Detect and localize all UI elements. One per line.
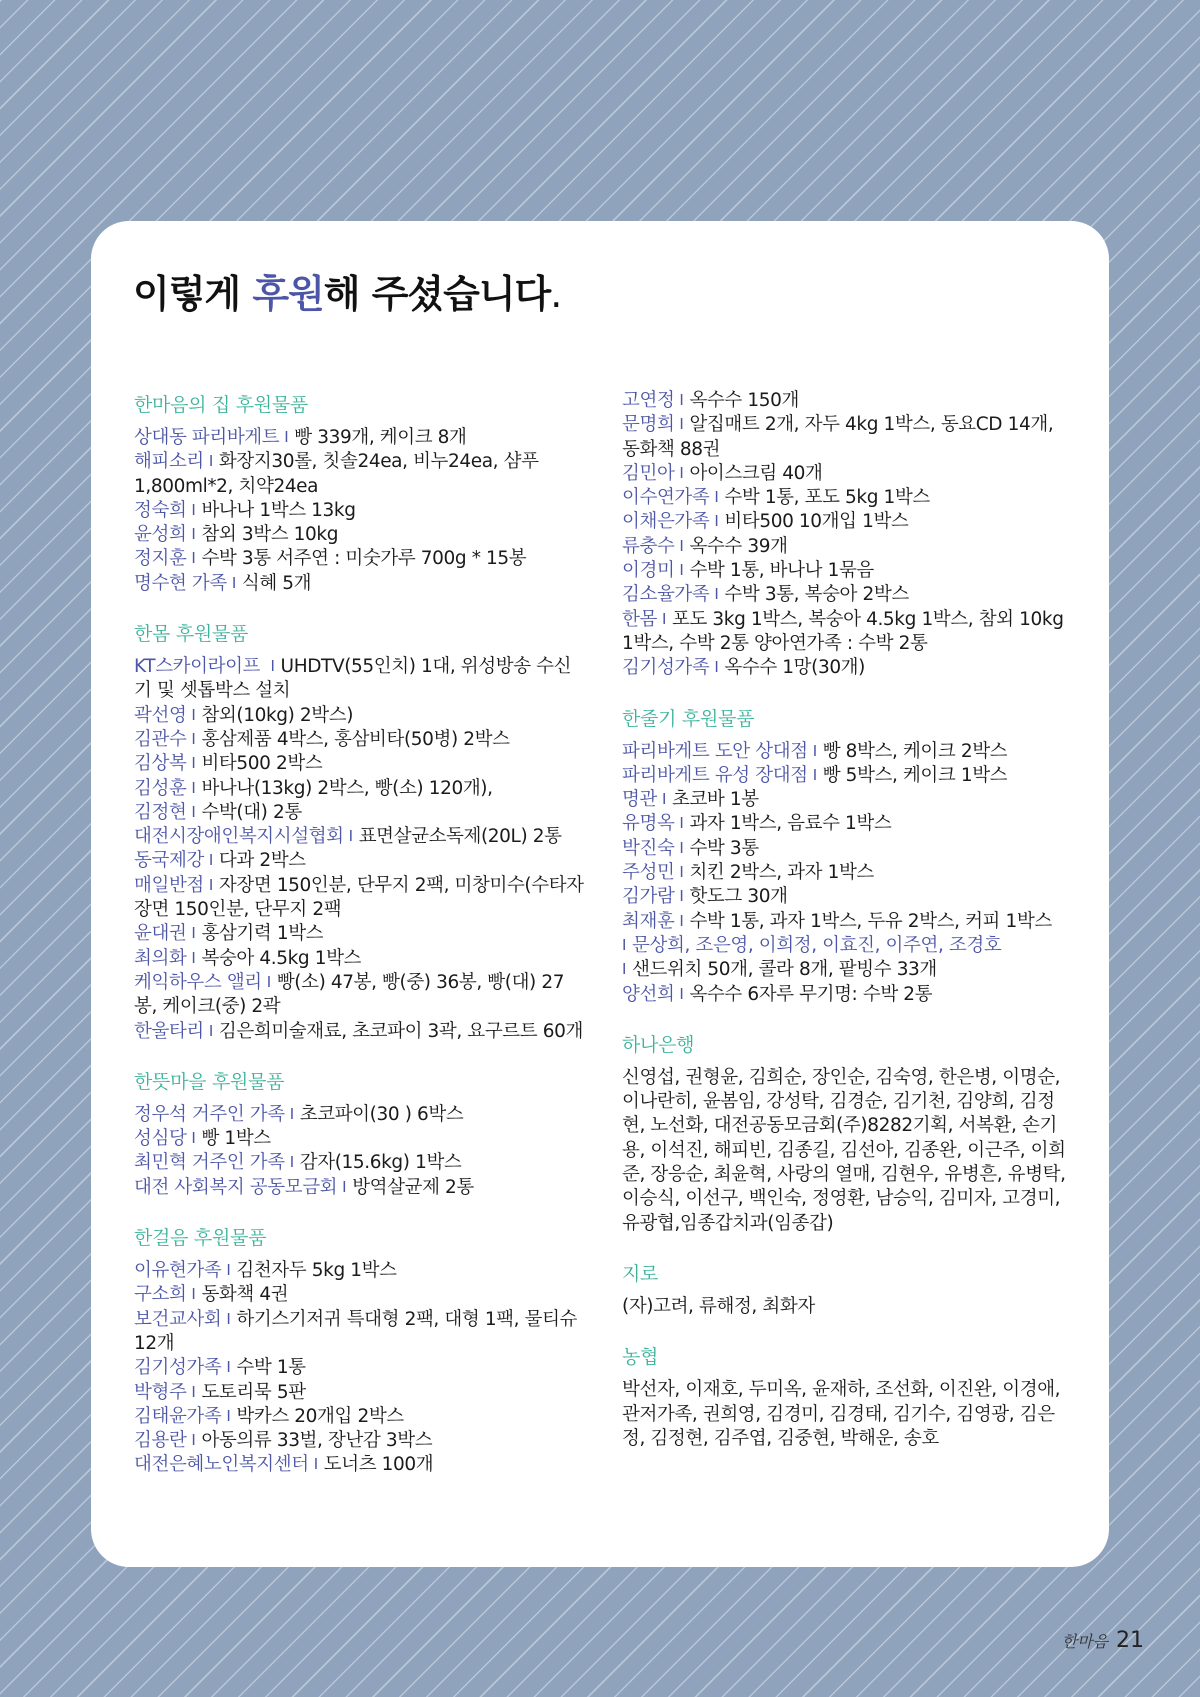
section-title: 한걸음 후원물품 — [134, 1227, 267, 1250]
donor-name: 이유현가족 — [134, 1260, 222, 1282]
donor-entry — [622, 837, 1074, 861]
donor-entry — [134, 825, 586, 849]
donor-items: 빵 339개, 케이크 8개 — [294, 427, 467, 448]
separator-bar: I — [191, 1129, 196, 1148]
donor-items: 하기스기저귀 특대형 2팩, 대형 1팩, 물티슈 12개 — [134, 1308, 578, 1354]
donor-name: 이경미 — [622, 560, 675, 582]
donor-name: 매일반점 — [134, 874, 204, 896]
separator-bar: I — [348, 827, 353, 846]
donor-name: 이수연가족 — [622, 487, 710, 509]
separator-bar: I — [679, 887, 684, 906]
donor-name: 대전 사회복지 공동모금회 — [134, 1176, 338, 1198]
donor-name: 윤성희 — [134, 524, 187, 546]
donor-name: 김정현 — [134, 801, 187, 823]
donor-name: 이채은가족 — [622, 511, 710, 533]
donor-items: 복숭아 4.5kg 1박스 — [201, 947, 362, 969]
separator-bar: I — [191, 525, 196, 544]
donor-entry — [134, 1356, 586, 1380]
donor-entry — [134, 704, 586, 728]
donor-entry — [622, 583, 1074, 607]
donor-entry — [622, 910, 1074, 934]
donor-items: 참외 3박스 10kg — [201, 524, 339, 546]
donor-entry — [622, 559, 1074, 583]
separator-bar: I — [226, 1406, 231, 1425]
separator-bar: I — [679, 415, 684, 434]
donor-entry — [622, 510, 1074, 534]
donor-items: 방역살균제 2통 — [352, 1176, 474, 1198]
donor-items: 초코바 1봉 — [671, 789, 759, 811]
donor-list: 박선자, 이재호, 두미옥, 윤재하, 조선화, 이진완, 이경애, 관저가족, 권희영, 김경미, 김경태, 김기수, 김영광, 김은정, 김정현, 김주엽, 김중현, 박해운, 송호 — [622, 1379, 1061, 1449]
donor-entry — [134, 1103, 586, 1127]
donor-name: 양선희 — [622, 983, 675, 1005]
separator-bar: I — [679, 863, 684, 882]
donor-name: 명관 — [622, 789, 657, 811]
donation-section — [134, 1068, 586, 1200]
section-title: 하나은행 — [622, 1033, 695, 1056]
section-continued — [622, 389, 1074, 681]
title-text-2: 해 주셨습니다 — [323, 272, 551, 316]
donor-name: 박형주 — [134, 1381, 187, 1403]
separator-bar: I — [191, 729, 196, 748]
title-highlight: 후원 — [252, 272, 324, 316]
donor-entry — [622, 812, 1074, 836]
separator-bar: I — [289, 1153, 294, 1172]
donor-entry — [134, 1020, 586, 1044]
donor-entry — [134, 499, 586, 523]
donor-entry — [622, 608, 1074, 657]
donor-name: 주성민 — [622, 862, 675, 884]
donor-entry — [134, 752, 586, 776]
donor-items: 수박 1통, 포도 5kg 1박스 — [724, 487, 930, 509]
donor-entry — [134, 874, 586, 923]
hanjulgi-entries — [622, 740, 1074, 934]
donor-items: 수박 1통, 과자 1박스, 두유 2박스, 커피 1박스 — [689, 910, 1052, 932]
separator-bar: I — [191, 1285, 196, 1304]
donor-items: 도토리묵 5판 — [201, 1381, 306, 1403]
donor-items: 바나나(13kg) 2박스, 빵(소) 120개), — [201, 777, 493, 799]
donor-name: KT스카이라이프 — [134, 656, 266, 678]
separator-bar: I — [679, 463, 684, 482]
donor-items: 옥수수 150개 — [689, 390, 799, 411]
donor-items: 치킨 2박스, 과자 1박스 — [689, 862, 874, 884]
donor-entry — [622, 983, 1074, 1007]
donor-items: 핫도그 30개 — [689, 886, 788, 908]
donor-name: 구소희 — [134, 1284, 187, 1306]
donor-name: 한몸 — [622, 608, 657, 630]
donor-items: 수박 3통, 복숭아 2박스 — [724, 584, 909, 606]
magazine-logo: 한마음 — [1061, 1632, 1108, 1651]
donor-items: 표면살균소독제(20L) 2통 — [358, 826, 562, 848]
section-title: 농협 — [622, 1346, 659, 1369]
donor-entry — [134, 547, 586, 571]
separator-bar: I — [661, 790, 666, 809]
donor-name: 김관수 — [134, 728, 187, 750]
donor-entry — [622, 861, 1074, 885]
section-title: 한마음의 집 후원물품 — [134, 394, 308, 416]
content-card — [91, 221, 1109, 1567]
separator-bar: I — [714, 585, 719, 604]
donor-name: 성심당 — [134, 1128, 187, 1150]
donor-entry — [622, 535, 1074, 559]
donor-entry — [622, 885, 1074, 909]
donor-items: 김은희미술재료, 초코파이 3곽, 요구르트 60개 — [218, 1020, 583, 1042]
donor-name: 최의화 — [134, 947, 187, 969]
donor-items: 과자 1박스, 음료수 1박스 — [689, 813, 892, 835]
page-footer — [1062, 1628, 1144, 1653]
separator-bar: I — [714, 658, 719, 677]
separator-bar: I — [661, 609, 666, 628]
separator-bar: I — [191, 1382, 196, 1401]
separator-bar: I — [191, 948, 196, 967]
separator-bar: I — [191, 549, 196, 568]
left-column — [134, 391, 586, 1502]
donor-name: 대전시장애인복지시설협회 — [134, 826, 344, 848]
donor-items: 빵(소) 47봉, 빵(중) 36봉, 빵(대) 27봉, 케이크(중) 2곽 — [134, 971, 565, 1018]
donor-name: 류충수 — [622, 535, 675, 557]
donor-name: 김태윤가족 — [134, 1405, 222, 1427]
separator-bar: I — [208, 452, 213, 471]
donor-items: 김천자두 5kg 1박스 — [236, 1260, 397, 1282]
donor-name: 파리바게트 도안 상대점 — [622, 740, 808, 762]
donor-entry — [622, 764, 1074, 788]
donor-items: 바나나 1박스 13kg — [201, 499, 356, 521]
donor-items: 수박(대) 2통 — [201, 801, 302, 823]
donor-entry — [622, 740, 1074, 764]
donor-entry — [134, 971, 586, 1020]
donor-name: 박진숙 — [622, 837, 675, 859]
donor-items: 수박 1통, 바나나 1묶음 — [689, 560, 874, 582]
separator-bar: I — [226, 1358, 231, 1377]
separator-bar: I — [679, 838, 684, 857]
donor-items: 홍삼제품 4박스, 홍삼비타(50병) 2박스 — [201, 728, 510, 750]
donor-entry-group — [622, 934, 1074, 983]
section-title: 지로 — [622, 1262, 659, 1285]
donor-items: 아이스크림 40개 — [689, 462, 823, 484]
separator-bar: I — [622, 960, 627, 979]
donation-section — [134, 620, 586, 1044]
page-number: 21 — [1116, 1628, 1144, 1653]
donor-items: 박카스 20개입 2박스 — [236, 1405, 404, 1427]
donor-name: 최민혁 거주인 가족 — [134, 1152, 285, 1174]
donor-list: 신영섭, 권형윤, 김희순, 장인순, 김숙영, 한은병, 이명순, 이나란히, 윤봄임, 강성탁, 김경순, 김기천, 김양희, 김정현, 노선화, 대전공동모금회(주)8282기획, 서복환, 손기용, 이석진, 해피빈, 김종길, 김선아, 김종완, 이근주, 이희준, 장응순, 최윤혁, 사랑의 열매, 김현우, 유병흔, 유병탁, 이승식, 이선구, 백인숙, 정영환, 남승익, 김미자, 고경미, 유광협,임종갑치과(임종갑) — [622, 1066, 1066, 1234]
donor-entry — [622, 486, 1074, 510]
donor-entry — [134, 728, 586, 752]
separator-bar: I — [284, 428, 289, 446]
donor-items: 수박 3통 — [689, 837, 759, 859]
donor-entry — [134, 1381, 586, 1405]
donor-entry — [134, 922, 586, 946]
donor-entry — [134, 1127, 586, 1151]
donor-items: 홍삼기력 1박스 — [201, 923, 324, 945]
donor-entry — [134, 947, 586, 971]
section-hana — [622, 1031, 1074, 1236]
donor-name: 한울타리 — [134, 1020, 204, 1042]
donor-entry — [134, 1151, 586, 1175]
separator-bar: I — [191, 802, 196, 821]
section-title: 한뜻마을 후원물품 — [134, 1070, 285, 1093]
donor-entry — [622, 389, 1074, 413]
separator-bar: I — [191, 500, 196, 519]
separator-bar: I — [342, 1177, 347, 1196]
donor-items: 식혜 5개 — [241, 572, 312, 594]
section-hanjulgi — [622, 705, 1074, 1007]
donor-name: 곽선영 — [134, 704, 187, 726]
separator-bar: I — [679, 984, 684, 1003]
separator-bar: I — [226, 1309, 231, 1328]
separator-bar: I — [266, 972, 271, 991]
donor-name: 명수현 가족 — [134, 572, 227, 594]
donor-name: 김기성가족 — [622, 657, 710, 679]
donor-items: 빵 1박스 — [201, 1128, 271, 1150]
donor-items: 옥수수 1망(30개) — [724, 657, 865, 679]
donor-name: 파리바게트 유성 장대점 — [622, 764, 808, 786]
donor-name: 문명희 — [622, 414, 675, 436]
donation-section — [134, 391, 586, 596]
separator-bar: I — [191, 754, 196, 773]
separator-bar: I — [679, 536, 684, 555]
separator-bar: I — [270, 657, 275, 676]
donor-entry — [134, 523, 586, 547]
separator-bar: I — [812, 741, 817, 760]
donor-items: 참외(10kg) 2박스) — [201, 704, 354, 726]
donor-name: 김소율가족 — [622, 584, 710, 606]
donation-section — [134, 1224, 586, 1478]
separator-bar: I — [191, 705, 196, 724]
donor-group-items: 샌드위치 50개, 콜라 8개, 팥빙수 33개 — [632, 959, 937, 981]
donor-entry — [134, 1283, 586, 1307]
donor-entry — [134, 1405, 586, 1429]
donor-name: 최재훈 — [622, 910, 675, 932]
donor-items: 비타500 10개입 1박스 — [724, 511, 909, 533]
donor-group-names: 문상희, 조은영, 이희정, 이효진, 이주연, 조경호 — [632, 934, 1002, 956]
donor-name: 정우석 거주인 가족 — [134, 1103, 285, 1125]
donor-name: 정숙희 — [134, 499, 187, 521]
donor-items: 포도 3kg 1박스, 복숭아 4.5kg 1박스, 참외 10kg 1박스, 수박 2통 양아연가족 : 수박 2통 — [622, 608, 1064, 654]
right-column — [622, 389, 1074, 1475]
separator-bar: I — [679, 391, 684, 409]
separator-bar: I — [313, 1455, 318, 1474]
donor-name: 김용란 — [134, 1430, 187, 1452]
section-nonghyup — [622, 1343, 1074, 1451]
donor-name: 정지훈 — [134, 548, 187, 570]
donor-items: 수박 3통 서주연 : 미숫가루 700g * 15봉 — [201, 548, 527, 570]
separator-bar: I — [191, 924, 196, 943]
donor-name: 동국제강 — [134, 850, 204, 872]
donor-entry — [134, 1308, 586, 1357]
donor-entry — [622, 462, 1074, 486]
donor-entry — [622, 413, 1074, 462]
separator-bar: I — [289, 1104, 294, 1123]
donor-entry — [622, 656, 1074, 680]
donor-items: 아동의류 33벌, 장난감 3박스 — [201, 1430, 433, 1452]
separator-bar: I — [191, 778, 196, 797]
separator-bar: I — [622, 935, 627, 954]
separator-bar: I — [714, 488, 719, 507]
donor-items: 알집매트 2개, 자두 4kg 1박스, 동요CD 14개, 동화책 88권 — [622, 414, 1054, 460]
donor-name: 보건교사회 — [134, 1308, 222, 1330]
donor-name: 대전은혜노인복지센터 — [134, 1454, 309, 1476]
donor-entry — [134, 849, 586, 873]
separator-bar: I — [714, 512, 719, 531]
donor-name: 유명옥 — [622, 813, 675, 835]
donor-name: 김가람 — [622, 886, 675, 908]
donor-items: 도너츠 100개 — [323, 1454, 434, 1476]
donor-name: 김민아 — [622, 462, 675, 484]
separator-bar: I — [231, 573, 236, 592]
donor-items: 옥수수 39개 — [689, 535, 788, 557]
donor-entry — [134, 450, 586, 499]
donor-entry — [134, 1453, 586, 1477]
donor-name: 김기성가족 — [134, 1357, 222, 1379]
separator-bar: I — [679, 911, 684, 930]
separator-bar: I — [679, 561, 684, 580]
donor-entry — [134, 1259, 586, 1283]
donor-entry — [134, 572, 586, 596]
page-title — [133, 263, 561, 318]
donor-items: 동화책 4권 — [201, 1284, 289, 1306]
donor-items: 감자(15.6kg) 1박스 — [299, 1152, 462, 1174]
donor-items: 빵 8박스, 케이크 2박스 — [822, 740, 1008, 762]
donor-items: 옥수수 6자루 무기명: 수박 2통 — [689, 983, 933, 1005]
donor-entry — [134, 426, 586, 450]
separator-bar: I — [208, 1021, 213, 1040]
donor-name: 김성훈 — [134, 777, 187, 799]
section-jiro — [622, 1260, 1074, 1319]
donor-items: 수박 1통 — [236, 1357, 306, 1379]
separator-bar: I — [812, 765, 817, 784]
section-title: 한줄기 후원물품 — [622, 707, 755, 730]
section-title: 한몸 후원물품 — [134, 623, 249, 646]
donor-items: 빵 5박스, 케이크 1박스 — [822, 764, 1008, 786]
separator-bar: I — [679, 814, 684, 833]
donor-items: 비타500 2박스 — [201, 753, 323, 775]
separator-bar: I — [208, 875, 213, 894]
title-text-1: 이렇게 — [133, 272, 253, 316]
separator-bar: I — [208, 851, 213, 870]
title-period: . — [550, 272, 562, 316]
donor-name: 케익하우스 앨리 — [134, 971, 262, 993]
donor-entry — [134, 655, 586, 704]
donor-name: 김상복 — [134, 753, 187, 775]
donor-list: (자)고려, 류해정, 최화자 — [622, 1295, 815, 1317]
donor-entry — [622, 788, 1074, 812]
donor-entry — [134, 1176, 586, 1200]
donor-items: 자장면 150인분, 단무지 2팩, 미창미수(수타자장면 150인분, 단무지 2팩 — [134, 874, 584, 921]
donor-name: 윤대권 — [134, 923, 187, 945]
donor-name: 해피소리 — [134, 451, 204, 473]
donor-entry — [134, 1429, 586, 1453]
donor-items: UHDTV(55인치) 1대, 위성방송 수신기 및 셋톱박스 설치 — [134, 656, 572, 702]
separator-bar: I — [226, 1261, 231, 1280]
donor-entry — [134, 801, 586, 825]
separator-bar: I — [191, 1431, 196, 1450]
donor-name: 고연정 — [622, 390, 675, 411]
donor-entry — [134, 777, 586, 801]
donor-items: 초코파이(30 ) 6박스 — [299, 1103, 464, 1125]
donor-items: 화장지30롤, 칫솔24ea, 비누24ea, 샴푸 1,800ml*2, 치약24ea — [134, 451, 539, 497]
donor-items: 다과 2박스 — [218, 850, 306, 872]
donor-name: 상대동 파리바게트 — [134, 427, 280, 448]
